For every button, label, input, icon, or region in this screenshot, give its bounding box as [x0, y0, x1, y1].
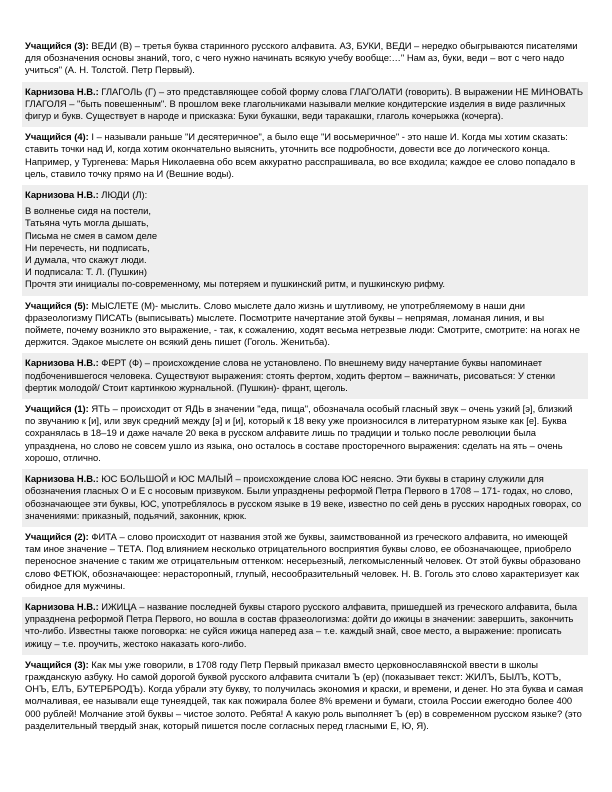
document-page	[22, 36, 588, 737]
paragraph-i-desyaterichnoe	[22, 127, 588, 185]
speaker-label: Карнизова Н.В.:	[25, 189, 99, 201]
paragraph-er	[22, 655, 588, 737]
paragraph-text: ФЕРТ (Ф) – происхождение слова не установлено. По внешнему виду начертание буквы напоминает подбоченившегося человека. Существуют выражения: стоять фертом, ходить фертом – важничать, рисоваться: У стенки фертик молодой/ Стоит картинкою журнальной. (Пушкин)- франт, щеголь.	[25, 357, 556, 393]
paragraph-text: ЮС БОЛЬШОЙ и ЮС МАЛЫЙ – происхождение слова ЮС неясно. Эти буквы в старину служили для обозначения гласных О и Е с носовым призвуком. Были упразднены реформой Петра Первого в 1708 – 171- годах, но слово, обозначающее эти буквы, ЮС, употреблялось в русском языке в 19 веке, известно по сей день в русских народных говорах, со значениями: приказный, подьячий, законник, крюк.	[25, 473, 582, 521]
paragraph-text: ФИТА – слово происходит от названия этой же буквы, заимствованной из греческого алфавита, но имеющей там иное значение – ТЕТА. Под влиянием несколько отрицательного восприятия буквы слово, ее обозначающее, приобрело переносное значение с таким же отрицательным оттенком: несерьезный, легкомысленный человек. От этой буквы образовано слово ФЕТЮК, обозначающее: нерасторопный, глупый, несообразительный человек. Н. В. Гоголь это слово характеризует как обидное для мужчины.	[25, 530, 581, 591]
poem-commentary: Прочтя эти инициалы по-современному, мы потеряем и пушкинский ритм, и пушкинскую рифму.	[25, 278, 445, 290]
poem-line: В волненье сидя на постели,	[25, 205, 151, 217]
speaker-label: Карнизова Н.В.:	[25, 600, 99, 612]
paragraph-text: ВЕДИ (В) – третья буква старинного русского алфавита. АЗ, БУКИ, ВЕДИ – нередко обыгрываются писателями для обозначения основы знаний, того, с чего нужно начинать всякую учебу вообще:…" Нам аз, буки, веди – вот с чего надо учиться" (А. Н. Толстой. Петр Первый).	[25, 40, 578, 76]
paragraph-myslete	[22, 296, 588, 354]
speaker-label: Учащийся (5):	[25, 299, 89, 311]
paragraph-glagol	[22, 82, 588, 128]
paragraph-fert	[22, 353, 588, 399]
speaker-label: Карнизова Н.В.:	[25, 85, 99, 97]
paragraph-text: ИЖИЦА – название последней буквы старого русского алфавита, пришедшей из греческого алфавита, была упразднена реформой Петра Первого, но вошла в состав фразеологизма: дойти до ижицы в значении: завершить, закончить что-либо. Известны также поговорка: не суйся ижица наперед аза – т.е. каждый знай, свое место, а выражение: прописать ижицу – т.е. проучить, жестоко наказать кого-либо.	[25, 600, 578, 649]
paragraph-yat	[22, 399, 588, 469]
paragraph-text: ГЛАГОЛЬ (Г) – это представляющее собой форму слова ГЛАГОЛАТИ (говорить). В выражении НЕ МИНОВАТЬ ГЛАГОЛЯ – "быть повешенным". В прошлом веке глагольчиками называли мелкие кондитерские изделия в виде различных фигур и букв. Существует в народе и присказка: Буки букашки, веди таракашки, глаголь кочерыжка (кочерга).	[25, 85, 584, 122]
paragraph-vedi	[22, 36, 588, 82]
poem-line: И думала, что скажут люди.	[25, 254, 147, 266]
poem-heading: ЛЮДИ (Л):	[98, 189, 148, 201]
poem-line: Письма не смея в самом деле	[25, 229, 158, 241]
paragraph-yus	[22, 469, 588, 527]
speaker-label: Учащийся (3):	[25, 40, 89, 51]
speaker-label: Карнизова Н.В.:	[25, 357, 99, 369]
speaker-label: Карнизова Н.В.:	[25, 473, 99, 485]
speaker-label: Учащийся (3):	[25, 658, 89, 670]
paragraph-text: МЫСЛЕТЕ (М)- мыслить. Слово мыслете дало жизнь и шутливому, не употребляемому в наши дни фразеологизму ПИСАТЬ (выписывать) мыслете. Посмотрите начертание этой буквы – непрямая, ломаная линия, и вы поймете, почему возникло это выражение, - так, к сожалению, ходят весьма нетрезвые люди: Смотрите, смотрите: на ногах не держится. Эдакое мыслете он всякий день пишет (Гоголь. Женитьба).	[25, 299, 580, 348]
paragraph-text: ЯТЬ – происходит от ЯДЬ в значении "еда, пища", обозначала особый гласный звук – очень узкий [э], близкий по звучанию к [и], или звук средний между [э] и [и], который к 18 веку уже произносился в литературном языке как [е]. Буква сохранялась в 18–19 и даже начале 20 века в русском алфавите лишь по традиции и только после революции была упразднена, но слово не совсем ушло из языка, оно осталось в составе просторечного выражения: сделать на ять – очень хорошо, отлично.	[25, 403, 573, 463]
paragraph-text: Как мы уже говорили, в 1708 году Петр Первый приказал вместо церковнославянской ввести в школы гражданскую азбуку. Но самой дорогой буквой русского алфавита считали Ъ (ер) (показывает текст: ЖИЛЪ, БЫЛЪ, КОТЪ, ОНЪ, ЕЛЪ, БУТЕРБРОДЪ). Когда убрали эту букву, то получилась экономия и краски, и времени, и денег. Но эта буква и самая молчаливая, ее называли еще тунеядцей, так как пожирала более 8% времени и бумаги, стоила России ежегодно более 400 000 рублей! Молчание этой буквы – чистое золото. Ребята! А какую роль выполняет Ъ (ер) в современном русском языке? (это разделительный твердый знак, который пишется после согласных перед гласными Е, Ю, Я).	[25, 658, 584, 731]
poem-line: Ни перечесть, ни подписать,	[25, 241, 150, 253]
paragraph-izhitsa	[22, 597, 588, 655]
paragraph-lyudi	[22, 185, 588, 296]
poem-line: И подписала: Т. Л. (Пушкин)	[25, 266, 147, 278]
speaker-label: Учащийся (2):	[25, 530, 89, 542]
paragraph-text: I – называли раньше "И десятеричное", а было еще "И восьмеричное" - это наше И. Когда мы хотим сказать: ставить точки над И, когда хотим окончательно выяснить, уточнить все подробности, довести все до логического конца. Например, у Тургенева: Марья Николаевна обо всем аккуратно расспрашивала, во все входила; каждое ее слово попадало в цель, ставило точку прямо на И (Вешние воды).	[25, 131, 576, 179]
speaker-label: Учащийся (1):	[25, 403, 89, 415]
paragraph-fita	[22, 527, 588, 597]
poem-line: Татьяна чуть могла дышать,	[25, 217, 149, 229]
speaker-label: Учащийся (4):	[25, 131, 89, 143]
